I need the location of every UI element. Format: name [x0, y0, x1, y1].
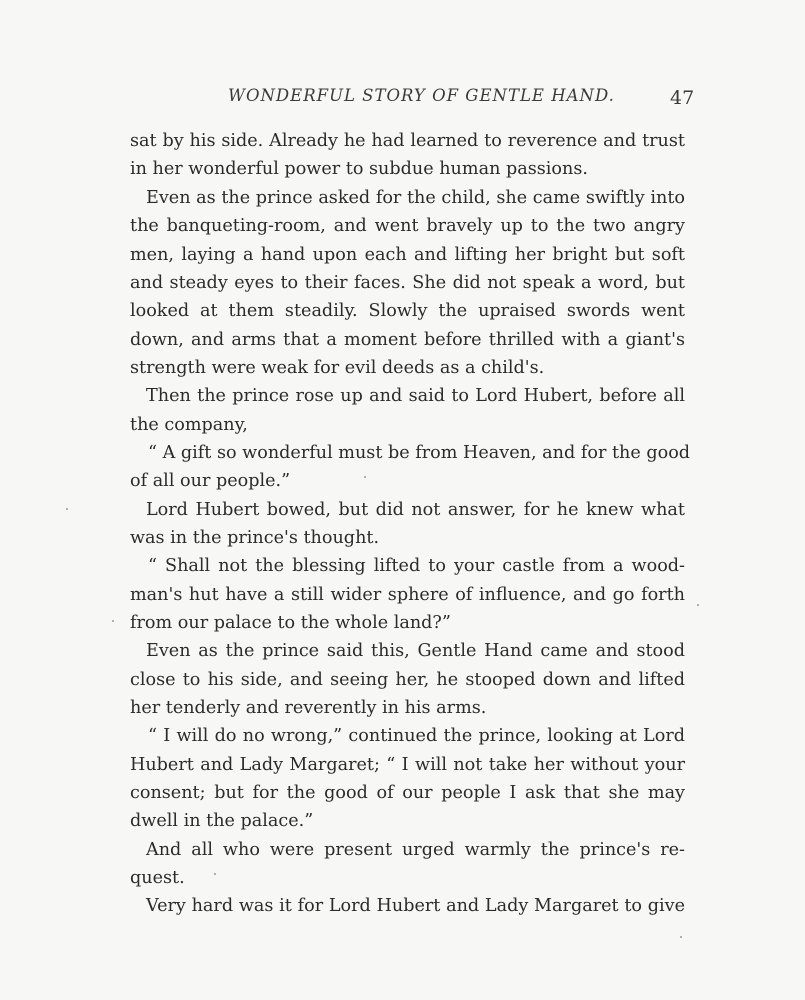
text-line: her tenderly and reverently in his arms.: [130, 698, 487, 718]
text-line: “ I will do no wrong,” continued the prince, looking at Lord: [148, 726, 685, 746]
scan-speck: [66, 508, 68, 510]
text-line: down, and arms that a moment before thrilled with a giant's: [130, 330, 685, 350]
text-line: dwell in the palace.”: [130, 811, 314, 831]
text-line: quest.: [130, 868, 185, 888]
running-header-title: WONDERFUL STORY OF GENTLE HAND.: [228, 86, 615, 105]
text-line: And all who were present urged warmly the prince's re-: [146, 840, 685, 860]
scan-speck: [364, 476, 366, 478]
text-line: Even as the prince asked for the child, she came swiftly into: [146, 188, 685, 208]
text-line: the company,: [130, 415, 248, 435]
scan-speck: [214, 873, 216, 875]
text-line: consent; but for the good of our people I ask that she may: [130, 783, 685, 803]
text-line: strength were weak for evil deeds as a child's.: [130, 358, 545, 378]
text-line: Even as the prince said this, Gentle Hand came and stood: [146, 641, 685, 661]
page-number: 47: [670, 87, 695, 109]
text-line: of all our people.”: [130, 471, 291, 491]
text-line: was in the prince's thought.: [130, 528, 380, 548]
text-line: sat by his side. Already he had learned to reverence and trust: [130, 131, 685, 151]
text-line: “ Shall not the blessing lifted to your castle from a wood-: [148, 556, 685, 576]
text-line: men, laying a hand upon each and lifting her bright but soft: [130, 245, 685, 265]
text-line: and steady eyes to their faces. She did not speak a word, but: [130, 273, 685, 293]
text-line: in her wonderful power to subdue human passions.: [130, 159, 588, 179]
text-line: man's hut have a still wider sphere of influence, and go forth: [130, 585, 685, 605]
text-line: Very hard was it for Lord Hubert and Lady Margaret to give: [146, 896, 685, 916]
text-line: from our palace to the whole land?”: [130, 613, 451, 633]
text-line: looked at them steadily. Slowly the upraised swords went: [130, 301, 685, 321]
text-line: Then the prince rose up and said to Lord Hubert, before all: [146, 386, 685, 406]
text-line: Hubert and Lady Margaret; “ I will not take her without your: [130, 755, 685, 775]
text-line: “ A gift so wonderful must be from Heaven, and for the good: [148, 443, 691, 463]
scan-speck: [697, 604, 699, 606]
text-line: close to his side, and seeing her, he stooped down and lifted: [130, 670, 685, 690]
scan-speck: [680, 936, 682, 938]
scan-speck: [112, 620, 114, 622]
text-line: the banqueting-room, and went bravely up to the two angry: [130, 216, 685, 236]
text-line: Lord Hubert bowed, but did not answer, for he knew what: [146, 500, 685, 520]
